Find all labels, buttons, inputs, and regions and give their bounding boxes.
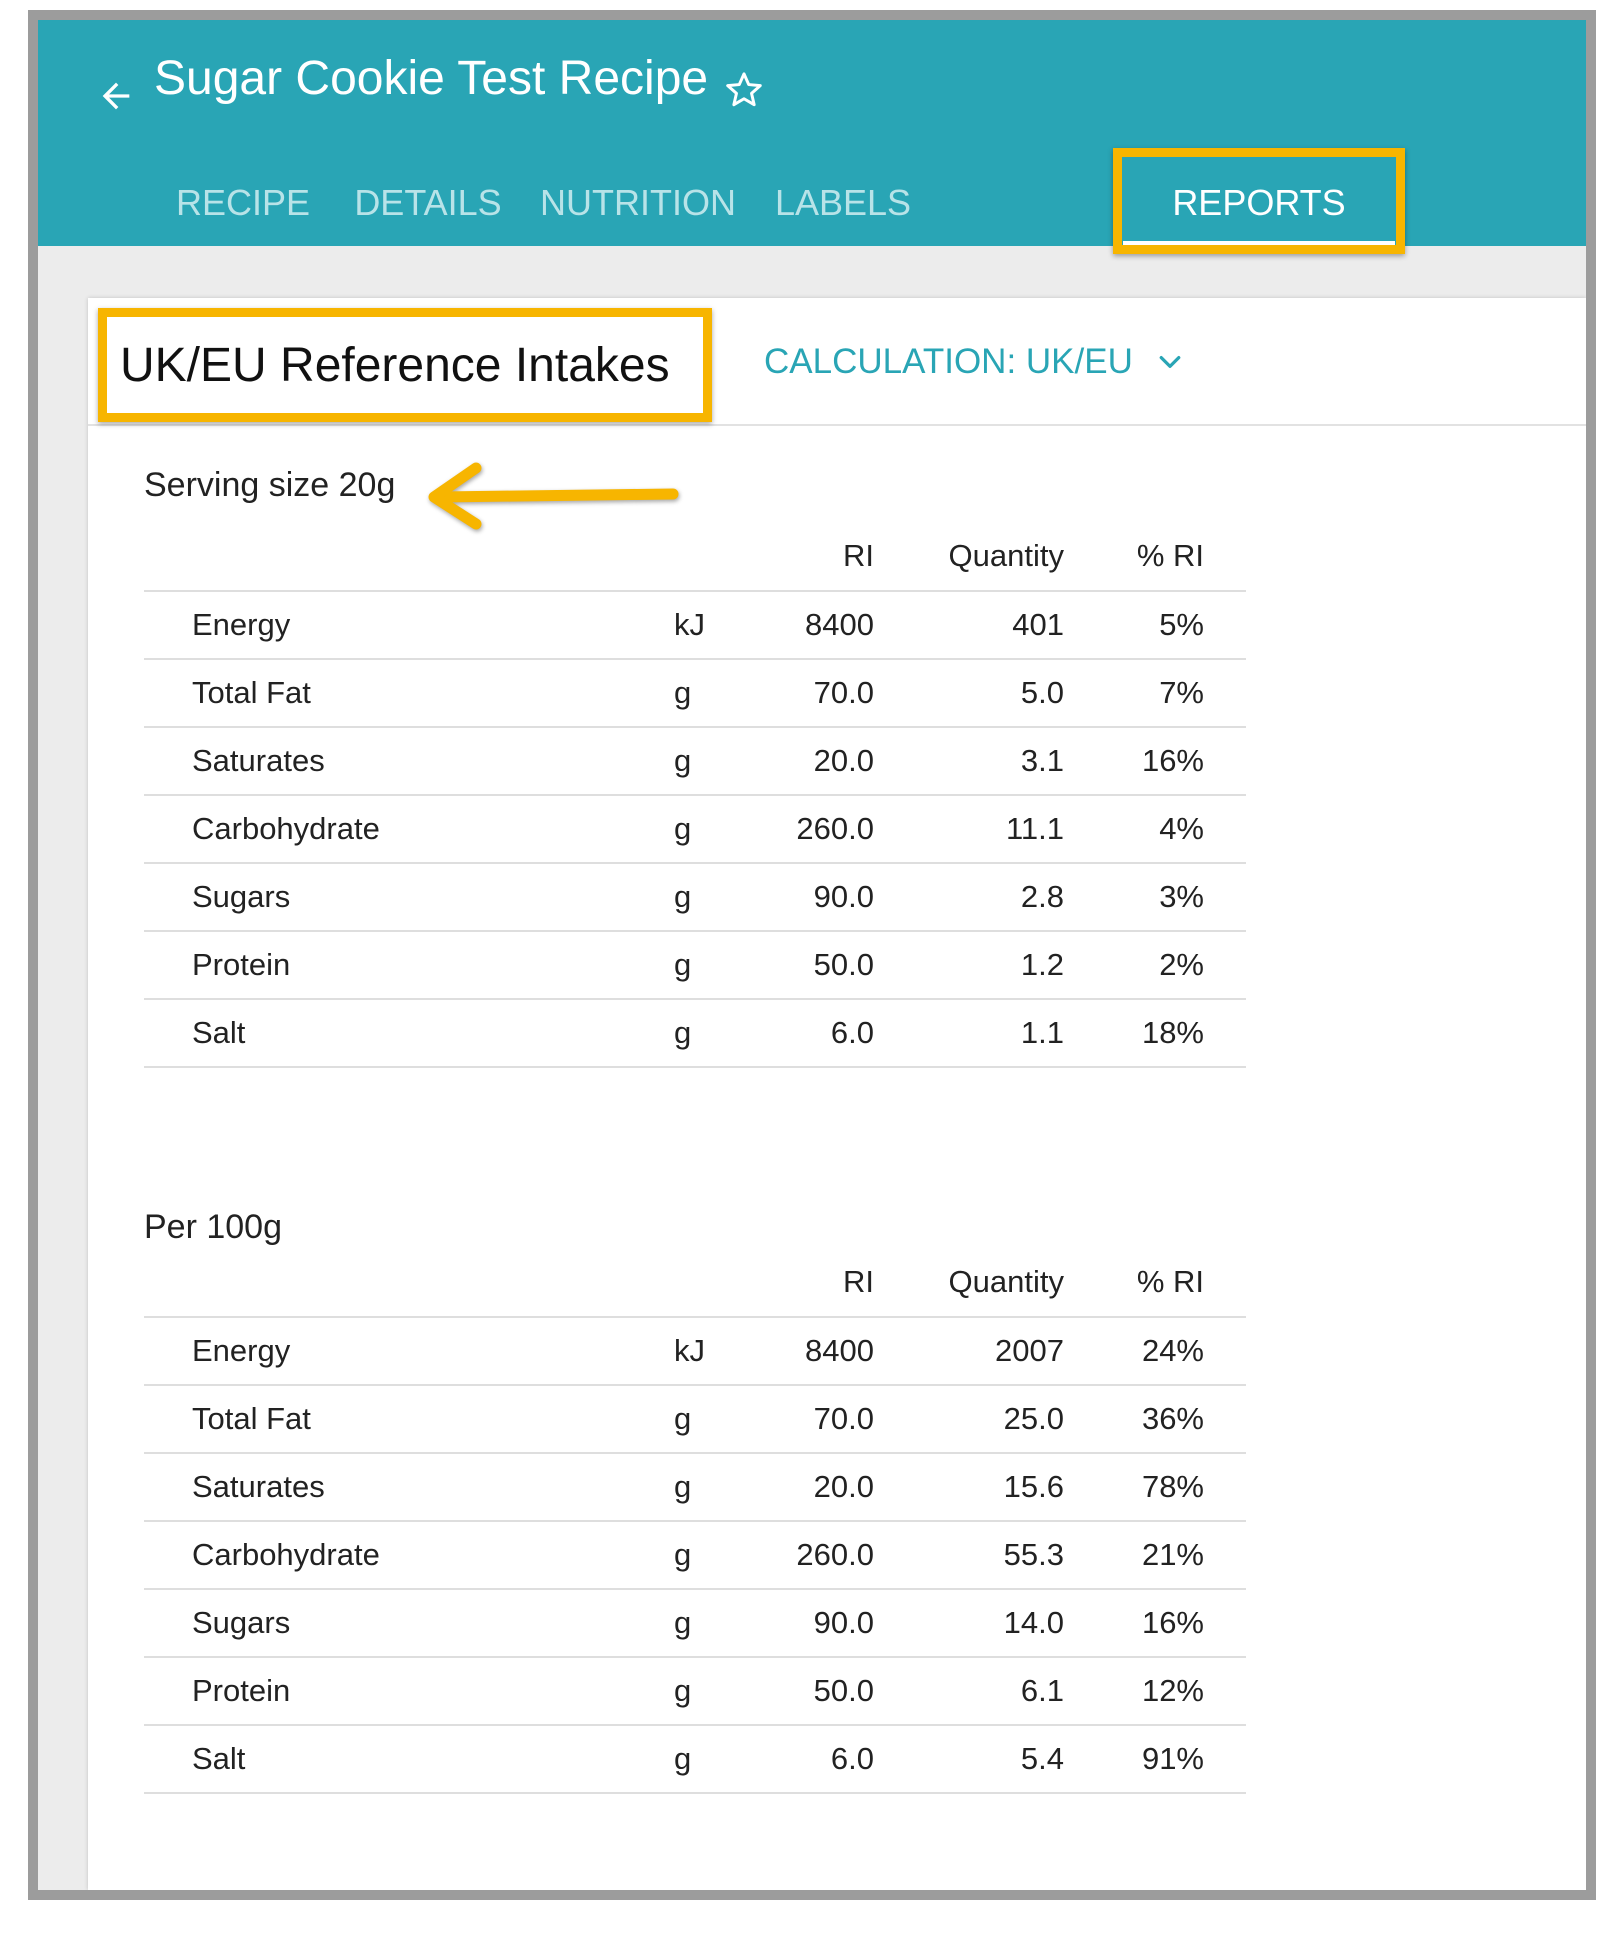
nutrient-unit: g — [664, 1589, 754, 1657]
pct-ri-value: 18% — [1064, 999, 1204, 1067]
ri-value: 6.0 — [754, 999, 874, 1067]
tab-label: RECIPE — [175, 182, 311, 223]
pct-ri-value: 4% — [1064, 795, 1204, 863]
nutrient-unit: g — [664, 999, 754, 1067]
nutrient-name: Carbohydrate — [144, 795, 664, 863]
nutrient-unit: g — [664, 1657, 754, 1725]
tab-label: DETAILS — [354, 182, 502, 223]
nutrient-name: Total Fat — [144, 659, 664, 727]
table-row — [144, 727, 1246, 795]
table-row — [144, 999, 1246, 1067]
quantity-value: 2007 — [874, 1317, 1064, 1385]
per-100g-table — [144, 1248, 1246, 1794]
nutrient-unit: g — [664, 931, 754, 999]
table-row — [144, 1589, 1246, 1657]
app-window — [28, 10, 1596, 1900]
table-row — [144, 1453, 1246, 1521]
pct-ri-value: 91% — [1064, 1725, 1204, 1793]
table-header-row — [144, 522, 1246, 591]
table-row — [144, 1657, 1246, 1725]
recipe-title: Sugar Cookie Test Recipe — [154, 52, 709, 105]
pct-ri-value: 2% — [1064, 931, 1204, 999]
tab-reports[interactable] — [1123, 160, 1395, 246]
pct-ri-value: 16% — [1064, 727, 1204, 795]
nutrient-name: Salt — [144, 999, 664, 1067]
nutrient-name: Sugars — [144, 863, 664, 931]
chevron-down-icon — [1155, 347, 1185, 377]
quantity-value: 25.0 — [874, 1385, 1064, 1453]
pct-ri-value: 12% — [1064, 1657, 1204, 1725]
nutrient-unit: g — [664, 1385, 754, 1453]
favorite-button[interactable] — [718, 64, 770, 116]
col-quantity: Quantity — [874, 522, 1064, 591]
nutrient-name: Energy — [144, 1317, 664, 1385]
table-row — [144, 1317, 1246, 1385]
nutrient-unit: g — [664, 727, 754, 795]
pct-ri-value: 36% — [1064, 1385, 1204, 1453]
nutrient-name: Energy — [144, 591, 664, 659]
quantity-value: 6.1 — [874, 1657, 1064, 1725]
pct-ri-value: 3% — [1064, 863, 1204, 931]
tab-label: LABELS — [774, 182, 912, 223]
quantity-value: 2.8 — [874, 863, 1064, 931]
nutrient-unit: g — [664, 659, 754, 727]
ri-value: 20.0 — [754, 727, 874, 795]
serving-table — [144, 522, 1246, 1068]
tab-label: NUTRITION — [540, 182, 736, 223]
col-ri: RI — [754, 1248, 874, 1317]
tab-recipe[interactable] — [158, 160, 328, 246]
calculation-dropdown[interactable] — [764, 342, 1185, 382]
ri-value: 50.0 — [754, 1657, 874, 1725]
col-pct-ri: % RI — [1064, 522, 1204, 591]
nutrient-name: Saturates — [144, 1453, 664, 1521]
nutrient-name: Total Fat — [144, 1385, 664, 1453]
per-100g-label: Per 100g — [144, 1208, 282, 1246]
ri-value: 90.0 — [754, 1589, 874, 1657]
pct-ri-value: 5% — [1064, 591, 1204, 659]
quantity-value: 1.2 — [874, 931, 1064, 999]
tab-labels[interactable] — [758, 160, 928, 246]
nutrient-name: Saturates — [144, 727, 664, 795]
col-pct-ri: % RI — [1064, 1248, 1204, 1317]
col-ri: RI — [754, 522, 874, 591]
ri-value: 260.0 — [754, 795, 874, 863]
pct-ri-value: 16% — [1064, 1589, 1204, 1657]
table-row — [144, 1521, 1246, 1589]
quantity-value: 11.1 — [874, 795, 1064, 863]
report-header — [88, 298, 1586, 426]
quantity-value: 3.1 — [874, 727, 1064, 795]
quantity-value: 14.0 — [874, 1589, 1064, 1657]
quantity-value: 15.6 — [874, 1453, 1064, 1521]
table-row — [144, 1725, 1246, 1793]
ri-value: 260.0 — [754, 1521, 874, 1589]
nutrient-unit: g — [664, 863, 754, 931]
ri-value: 70.0 — [754, 659, 874, 727]
quantity-value: 5.0 — [874, 659, 1064, 727]
pct-ri-value: 78% — [1064, 1453, 1204, 1521]
tab-label: REPORTS — [1172, 182, 1346, 223]
pct-ri-value: 21% — [1064, 1521, 1204, 1589]
quantity-value: 401 — [874, 591, 1064, 659]
app-bar — [38, 20, 1586, 246]
arrow-left-icon — [96, 76, 136, 116]
quantity-value: 55.3 — [874, 1521, 1064, 1589]
quantity-value: 5.4 — [874, 1725, 1064, 1793]
table-row — [144, 659, 1246, 727]
nutrient-unit: kJ — [664, 1317, 754, 1385]
col-quantity: Quantity — [874, 1248, 1064, 1317]
ri-value: 8400 — [754, 591, 874, 659]
table-header-row — [144, 1248, 1246, 1317]
tab-bar — [38, 160, 1586, 246]
nutrient-unit: g — [664, 1521, 754, 1589]
table-row — [144, 795, 1246, 863]
table-row — [144, 591, 1246, 659]
nutrient-unit: g — [664, 1725, 754, 1793]
nutrient-name: Salt — [144, 1725, 664, 1793]
table-row — [144, 1385, 1246, 1453]
ri-value: 6.0 — [754, 1725, 874, 1793]
star-outline-icon — [723, 69, 765, 111]
quantity-value: 1.1 — [874, 999, 1064, 1067]
report-card — [88, 298, 1586, 1890]
pct-ri-value: 7% — [1064, 659, 1204, 727]
nutrient-unit: kJ — [664, 591, 754, 659]
pct-ri-value: 24% — [1064, 1317, 1204, 1385]
nutrient-unit: g — [664, 1453, 754, 1521]
table-row — [144, 931, 1246, 999]
table-row — [144, 863, 1246, 931]
serving-size-label: Serving size 20g — [144, 466, 396, 504]
ri-value: 20.0 — [754, 1453, 874, 1521]
ri-value: 8400 — [754, 1317, 874, 1385]
report-title: UK/EU Reference Intakes — [120, 339, 670, 392]
calculation-label: CALCULATION: UK/EU — [764, 342, 1133, 381]
ri-value: 70.0 — [754, 1385, 874, 1453]
nutrient-name: Carbohydrate — [144, 1521, 664, 1589]
tab-nutrition[interactable] — [528, 160, 748, 246]
back-button[interactable] — [92, 72, 140, 120]
tab-details[interactable] — [338, 160, 518, 246]
active-tab-indicator — [1123, 241, 1395, 246]
nutrient-name: Sugars — [144, 1589, 664, 1657]
ri-value: 50.0 — [754, 931, 874, 999]
ri-value: 90.0 — [754, 863, 874, 931]
nutrient-name: Protein — [144, 931, 664, 999]
nutrient-name: Protein — [144, 1657, 664, 1725]
nutrient-unit: g — [664, 795, 754, 863]
